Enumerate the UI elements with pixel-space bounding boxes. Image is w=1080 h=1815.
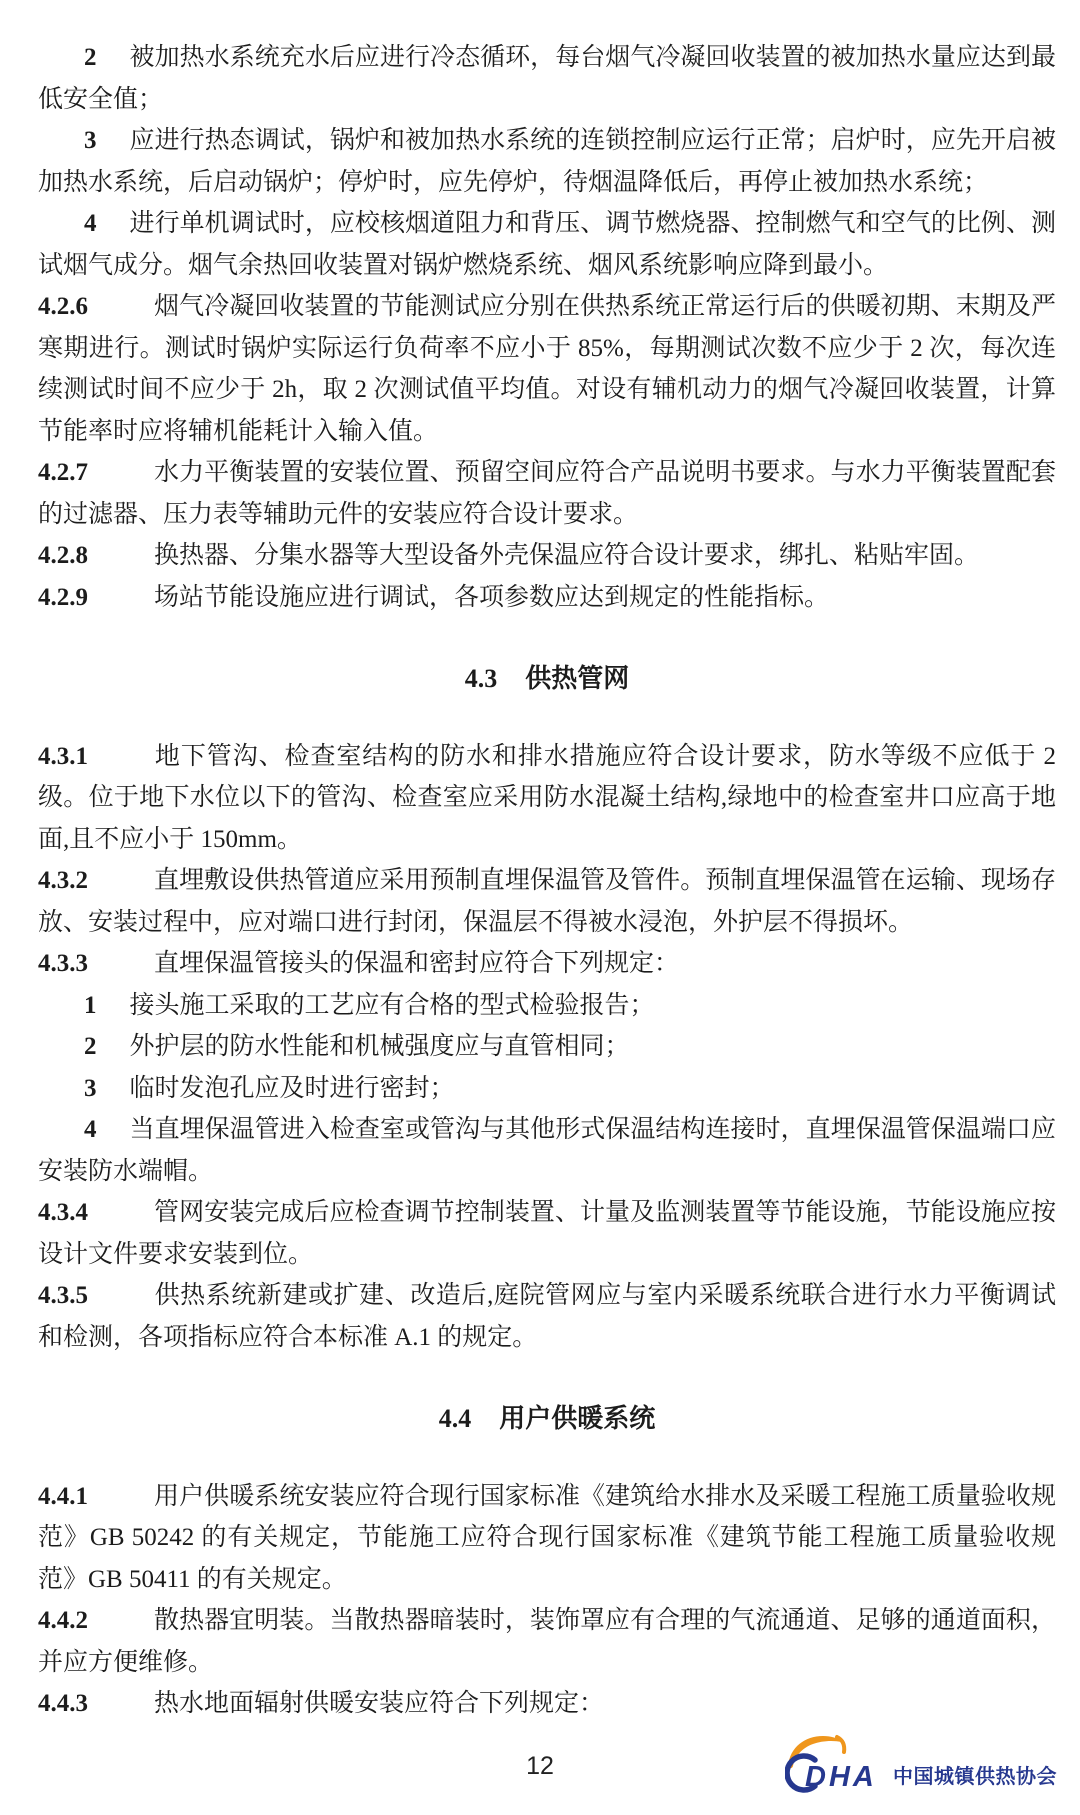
- block-label: 4.3.2: [38, 867, 88, 894]
- block-text: 直埋保温管接头的保温和密封应符合下列规定：: [154, 950, 680, 977]
- block-label: 4.4.2: [38, 1607, 88, 1634]
- block-text: 供热管网: [525, 664, 630, 693]
- block-label: 4.3: [464, 664, 498, 693]
- block-label: 4: [84, 210, 97, 237]
- section-heading-4.3: [38, 658, 1056, 700]
- association-name: 中国城镇供热协会: [893, 1766, 1057, 1788]
- dha-logo-mark: [785, 1733, 885, 1793]
- block-label: 4.4.1: [38, 1482, 88, 1510]
- sub-item-3: [38, 1068, 1056, 1110]
- block-text: 水力平衡装置的安装位置、预留空间应符合产品说明书要求。与水力平衡装置配套的过滤器、压力表等辅助元件的安装应符合设计要求。: [38, 459, 1056, 528]
- block-label: 4.2.7: [38, 459, 88, 486]
- block-label: 4: [84, 1116, 97, 1143]
- block-text: 散热器宜明装。当散热器暗装时，装饰罩应有合理的气流通道、足够的通道面积，并应方便维修。: [38, 1607, 1056, 1676]
- block-text: 地下管沟、检查室结构的防水和排水措施应符合设计要求，防水等级不应低于 2 级。位于地下水位以下的管沟、检查室应采用防水混凝土结构,绿地中的检查室井口应高于地面,且不应小于 150mm。: [38, 742, 1056, 853]
- block-label: 4.3.4: [38, 1199, 88, 1226]
- clause-4.2.8: [38, 535, 1056, 577]
- clause-4.3.2: [38, 860, 1056, 943]
- block-label: 4.2.6: [38, 293, 88, 320]
- block-text: 用户供暖系统安装应符合现行国家标准《建筑给水排水及采暖工程施工质量验收规范》GB 50242 的有关规定，节能施工应符合现行国家标准《建筑节能工程施工质量验收规范》GB 50411 的有关规定。: [38, 1482, 1056, 1593]
- block-text: 场站节能设施应进行调试，各项参数应达到规定的性能指标。: [154, 583, 830, 611]
- block-label: 4.4: [438, 1404, 472, 1433]
- block-label: 4.3.3: [38, 950, 88, 977]
- block-text: 临时发泡孔应及时进行密封；: [129, 1074, 455, 1102]
- section-heading-4.4: [38, 1398, 1056, 1440]
- block-text: 被加热水系统充水后应进行冷态循环，每台烟气冷凝回收装置的被加热水量应达到最低安全值；: [38, 44, 1056, 113]
- block-text: 应进行热态调试，锅炉和被加热水系统的连锁控制应运行正常；启炉时，应先开启被加热水系统，后启动锅炉；停炉时，应先停炉，待烟温降低后，再停止被加热水系统；: [38, 127, 1056, 196]
- clause-4.3.3: [38, 943, 1056, 985]
- block-label: 1: [84, 991, 97, 1019]
- block-text: 接头施工采取的工艺应有合格的型式检验报告；: [129, 991, 655, 1019]
- block-text: 进行单机调试时，应校核烟道阻力和背压、调节燃烧器、控制燃气和空气的比例、测试烟气成分。烟气余热回收装置对锅炉燃烧系统、烟风系统影响应降到最小。: [38, 210, 1056, 279]
- clause-4.2.6: [38, 286, 1056, 452]
- clause-4.3.4: [38, 1192, 1056, 1275]
- block-label: 4.3.1: [38, 742, 88, 770]
- block-text: 供热系统新建或扩建、改造后,庭院管网应与室内采暖系统联合进行水力平衡调试和检测，各项指标应符合本标准 A.1 的规定。: [38, 1282, 1056, 1351]
- logo-signal-arc-icon: [837, 1737, 844, 1752]
- block-label: 2: [84, 1033, 97, 1060]
- clause-4.3.5: [38, 1275, 1056, 1358]
- block-label: 3: [84, 1074, 97, 1102]
- logo-abbr: DHA: [805, 1761, 877, 1793]
- document-body: [38, 37, 1056, 1725]
- block-text: 管网安装完成后应检查调节控制装置、计量及监测装置等节能设施，节能设施应按设计文件要求安装到位。: [38, 1199, 1056, 1268]
- block-text: 烟气冷凝回收装置的节能测试应分别在供热系统正常运行后的供暖初期、末期及严寒期进行。测试时锅炉实际运行负荷率不应小于 85%，每期测试次数不应少于 2 次，每次连续测试时间不应少于 2h，取 2 次测试值平均值。对设有辅机动力的烟气冷凝回收装置，计算节能率时应将辅机能耗计入输入值。: [38, 293, 1056, 445]
- block-label: 4.3.5: [38, 1282, 88, 1309]
- block-label: 4.4.3: [38, 1690, 88, 1717]
- block-text: 热水地面辐射供暖安装应符合下列规定：: [154, 1690, 605, 1717]
- block-text: 用户供暖系统: [499, 1404, 656, 1433]
- sub-item-2: [38, 1026, 1056, 1068]
- association-logo: [785, 1733, 1057, 1793]
- sub-item-2: [38, 37, 1056, 120]
- sub-item-4: [38, 203, 1056, 286]
- page-number: 12: [526, 1752, 554, 1780]
- sub-item-1: [38, 985, 1056, 1027]
- block-label: 4.2.8: [38, 542, 88, 569]
- clause-4.4.2: [38, 1600, 1056, 1683]
- block-text: 直埋敷设供热管道应采用预制直埋保温管及管件。预制直埋保温管在运输、现场存放、安装过程中，应对端口进行封闭，保温层不得被水浸泡，外护层不得损坏。: [38, 867, 1056, 936]
- clause-4.2.9: [38, 577, 1056, 619]
- clause-4.4.3: [38, 1683, 1056, 1725]
- block-text: 外护层的防水性能和机械强度应与直管相同；: [129, 1033, 630, 1060]
- block-label: 2: [84, 44, 97, 71]
- clause-4.2.7: [38, 452, 1056, 535]
- block-label: 3: [84, 127, 97, 154]
- clause-4.4.1: [38, 1476, 1056, 1601]
- clause-4.3.1: [38, 736, 1056, 861]
- block-label: 4.2.9: [38, 583, 88, 611]
- sub-item-3: [38, 120, 1056, 203]
- block-text: 换热器、分集水器等大型设备外壳保温应符合设计要求，绑扎、粘贴牢固。: [154, 542, 980, 569]
- sub-item-4: [38, 1109, 1056, 1192]
- block-text: 当直埋保温管进入检查室或管沟与其他形式保温结构连接时，直埋保温管保温端口应安装防水端帽。: [38, 1116, 1056, 1185]
